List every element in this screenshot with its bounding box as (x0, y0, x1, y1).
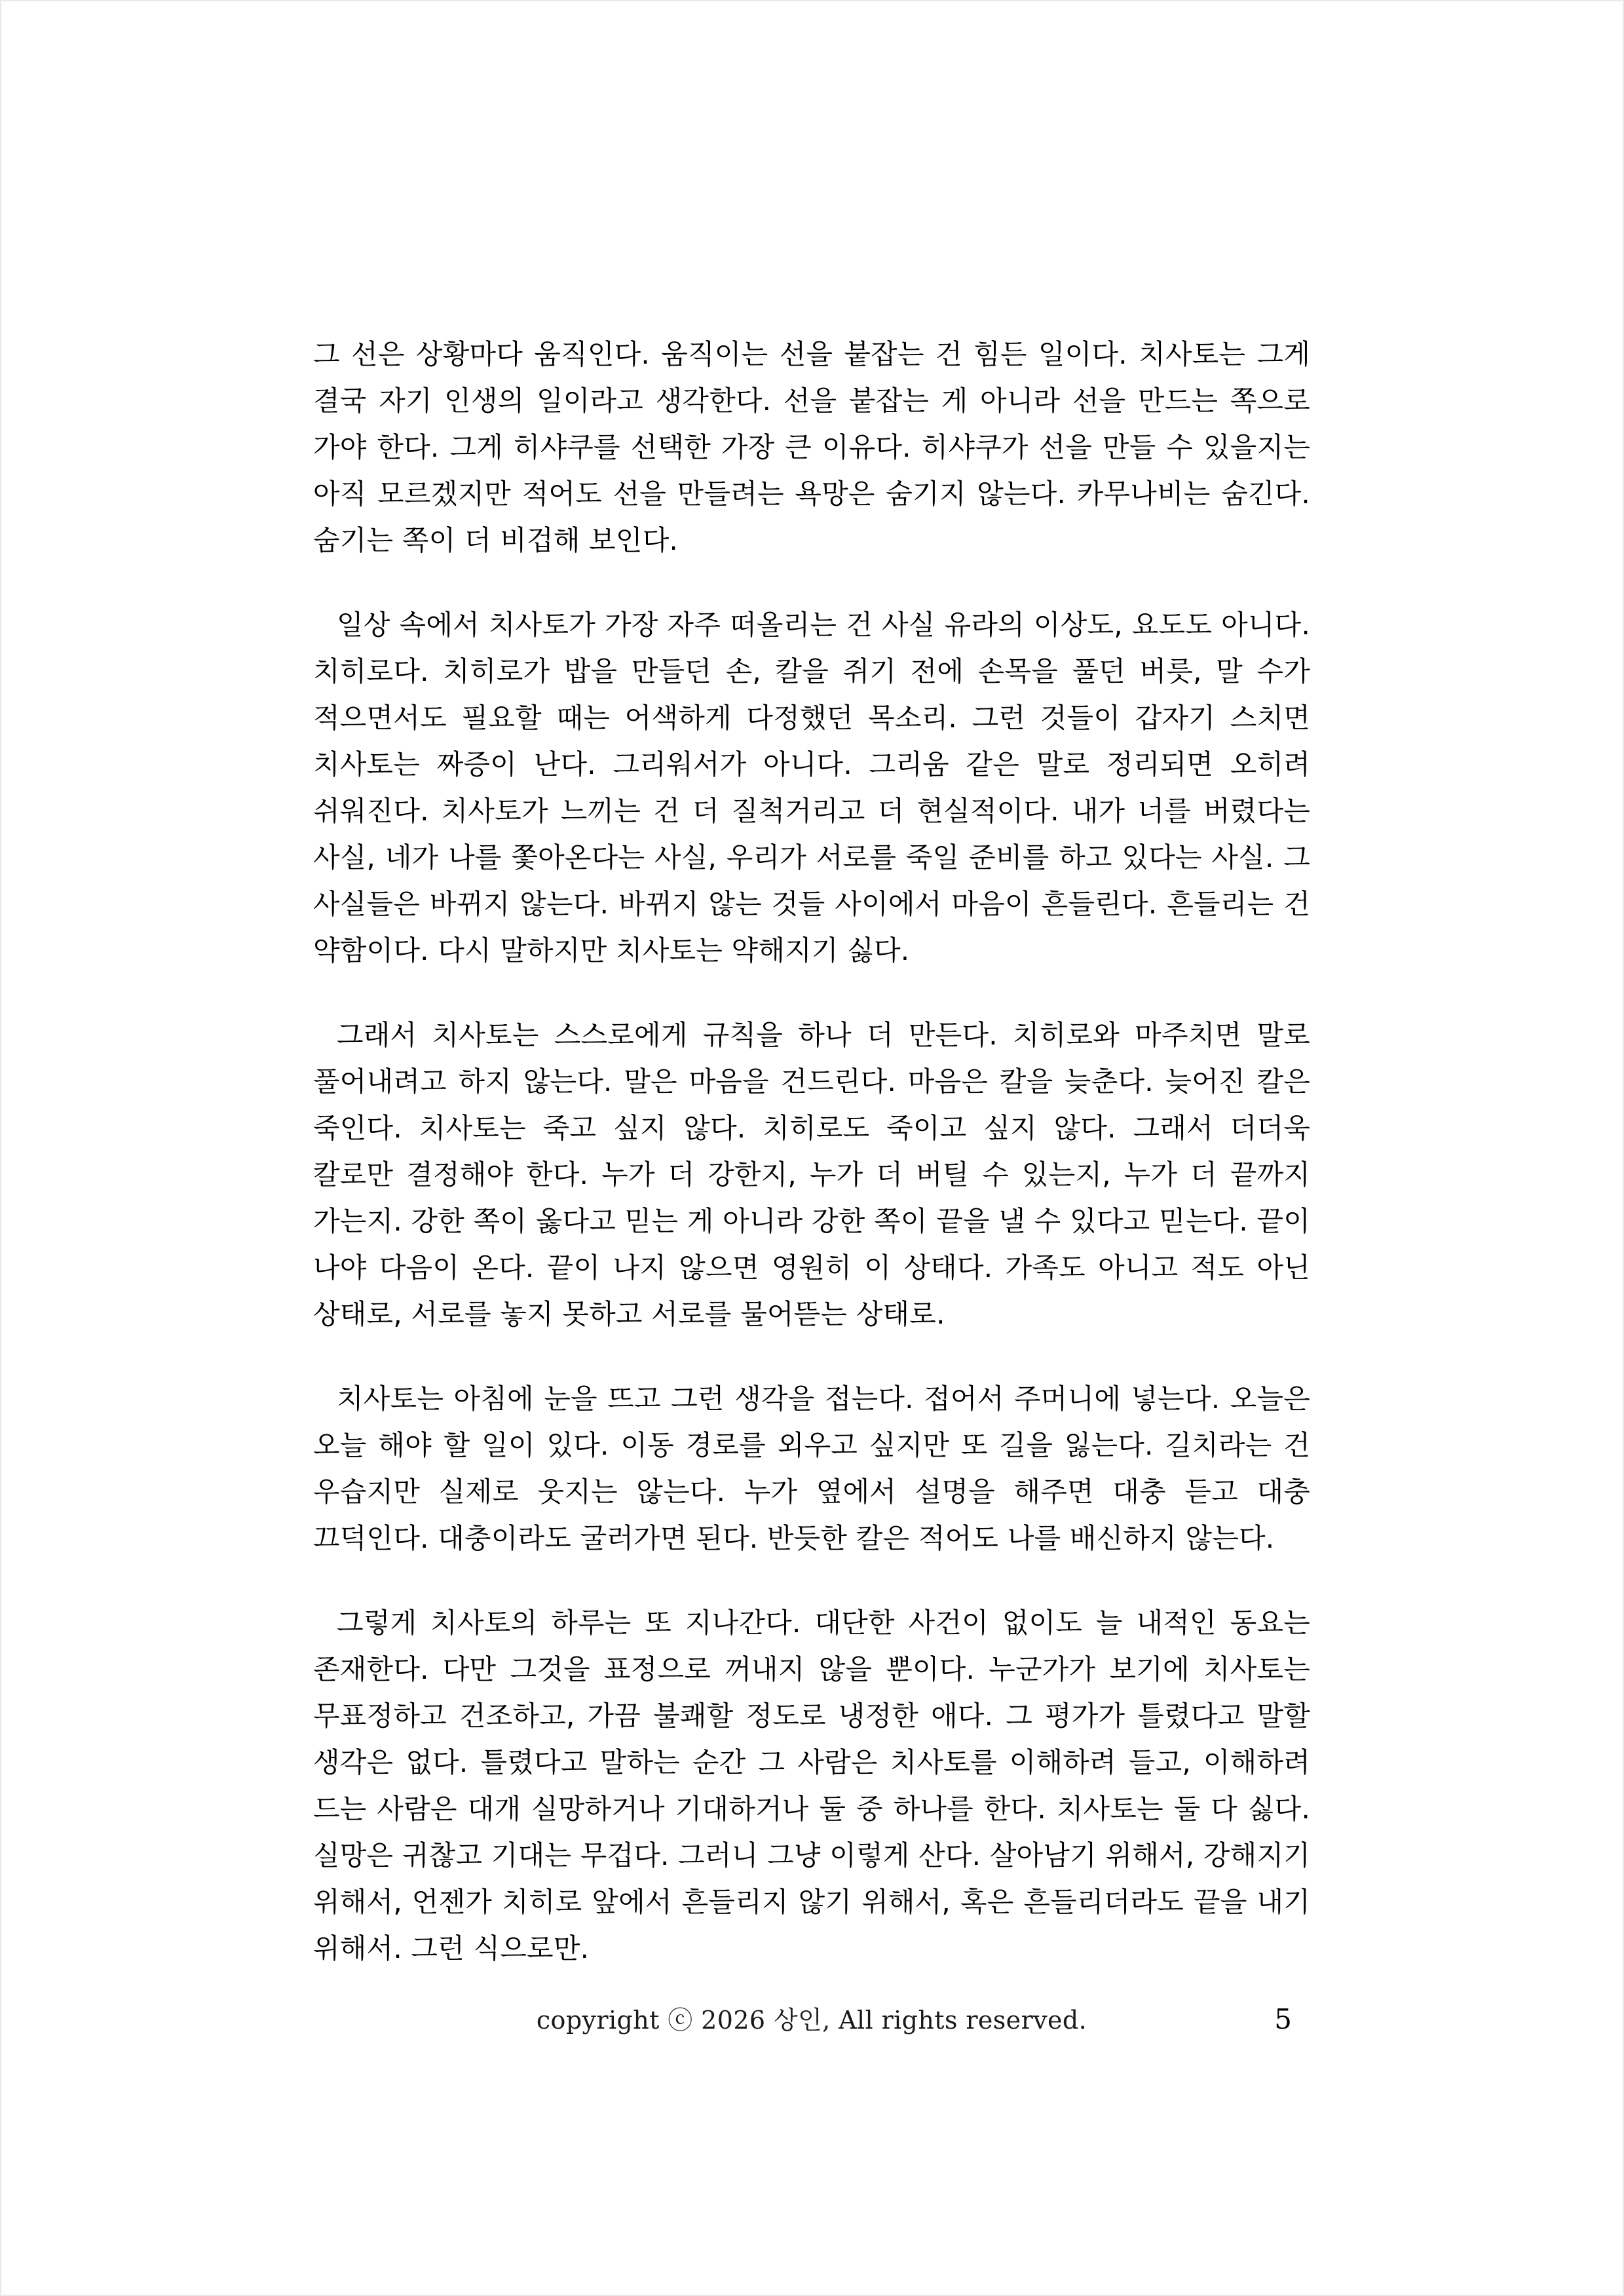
page-number: 5 (1274, 2003, 1292, 2035)
paragraph-2: 일상 속에서 치사토가 가장 자주 떠올리는 건 사실 유라의 이상도, 요도도 아니다. 치히로다. 치히로가 밥을 만들던 손, 칼을 쥐기 전에 손목을 풀던 버릇, 말 수가 적으면서도 필요할 때는 어색하게 다정했던 목소리. 그런 것들이 갑자기 스치면 치사토는 짜증이 난다. 그리워서가 아니다. 그리움 같은 말로 정리되면 오히려 쉬워진다. 치사토가 느끼는 건 더 질척거리고 더 현실적이다. 내가 너를 버렸다는 사실, 네가 나를 쫓아온다는 사실, 우리가 서로를 죽일 준비를 하고 있다는 사실. 그 사실들은 바뀌지 않는다. 바뀌지 않는 것들 사이에서 마음이 흔들린다. 흔들리는 건 약함이다. 다시 말하지만 치사토는 약해지기 싫다. (313, 609, 1310, 966)
copyright-notice: copyright ⓒ 2026 상인, All rights reserved. (536, 2006, 1087, 2035)
body-text (313, 331, 1310, 1972)
paragraph-1: 그 선은 상황마다 움직인다. 움직이는 선을 붙잡는 건 힘든 일이다. 치사토는 그게 결국 자기 인생의 일이라고 생각한다. 선을 붙잡는 게 아니라 선을 만드는 쪽으로 가야 한다. 그게 히샤쿠를 선택한 가장 큰 이유다. 히샤쿠가 선을 만들 수 있을지는 아직 모르겠지만 적어도 선을 만들려는 욕망은 숨기지 않는다. 카무나비는 숨긴다. 숨기는 쪽이 더 비겁해 보인다. (313, 338, 1311, 556)
paragraph-3: 그래서 치사토는 스스로에게 규칙을 하나 더 만든다. 치히로와 마주치면 말로 풀어내려고 하지 않는다. 말은 마음을 건드린다. 마음은 칼을 늦춘다. 늦어진 칼은 죽인다. 치사토는 죽고 싶지 않다. 치히로도 죽이고 싶지 않다. 그래서 더더욱 칼로만 결정해야 한다. 누가 더 강한지, 누가 더 버틸 수 있는지, 누가 더 끝까지 가는지. 강한 쪽이 옳다고 믿는 게 아니라 강한 쪽이 끝을 낼 수 있다고 믿는다. 끝이 나야 다음이 온다. 끝이 나지 않으면 영원히 이 상태다. 가족도 아니고 적도 아닌 상태로, 서로를 놓지 못하고 서로를 물어뜯는 상태로. (313, 1019, 1310, 1330)
page-footer (313, 2002, 1310, 2048)
page-content (313, 331, 1310, 1972)
paragraph-5: 그렇게 치사토의 하루는 또 지나간다. 대단한 사건이 없이도 늘 내적인 동요는 존재한다. 다만 그것을 표정으로 꺼내지 않을 뿐이다. 누군가가 보기에 치사토는 무표정하고 건조하고, 가끔 불쾌할 정도로 냉정한 애다. 그 평가가 틀렸다고 말할 생각은 없다. 틀렸다고 말하는 순간 그 사람은 치사토를 이해하려 들고, 이해하려 드는 사람은 대개 실망하거나 기대하거나 둘 중 하나를 한다. 치사토는 둘 다 싫다. 실망은 귀찮고 기대는 무겁다. 그러니 그냥 이렇게 산다. 살아남기 위해서, 강해지기 위해서, 언젠가 치히로 앞에서 흔들리지 않기 위해서, 혹은 흔들리더라도 끝을 내기 위해서. 그런 식으로만. (313, 1607, 1310, 1964)
paragraph-4: 치사토는 아침에 눈을 뜨고 그런 생각을 접는다. 접어서 주머니에 넣는다. 오늘은 오늘 해야 할 일이 있다. 이동 경로를 외우고 싶지만 또 길을 잃는다. 길치라는 건 우습지만 실제로 웃지는 않는다. 누가 옆에서 설명을 해주면 대충 듣고 대충 끄덕인다. 대충이라도 굴러가면 된다. 반듯한 칼은 적어도 나를 배신하지 않는다. (313, 1383, 1310, 1554)
